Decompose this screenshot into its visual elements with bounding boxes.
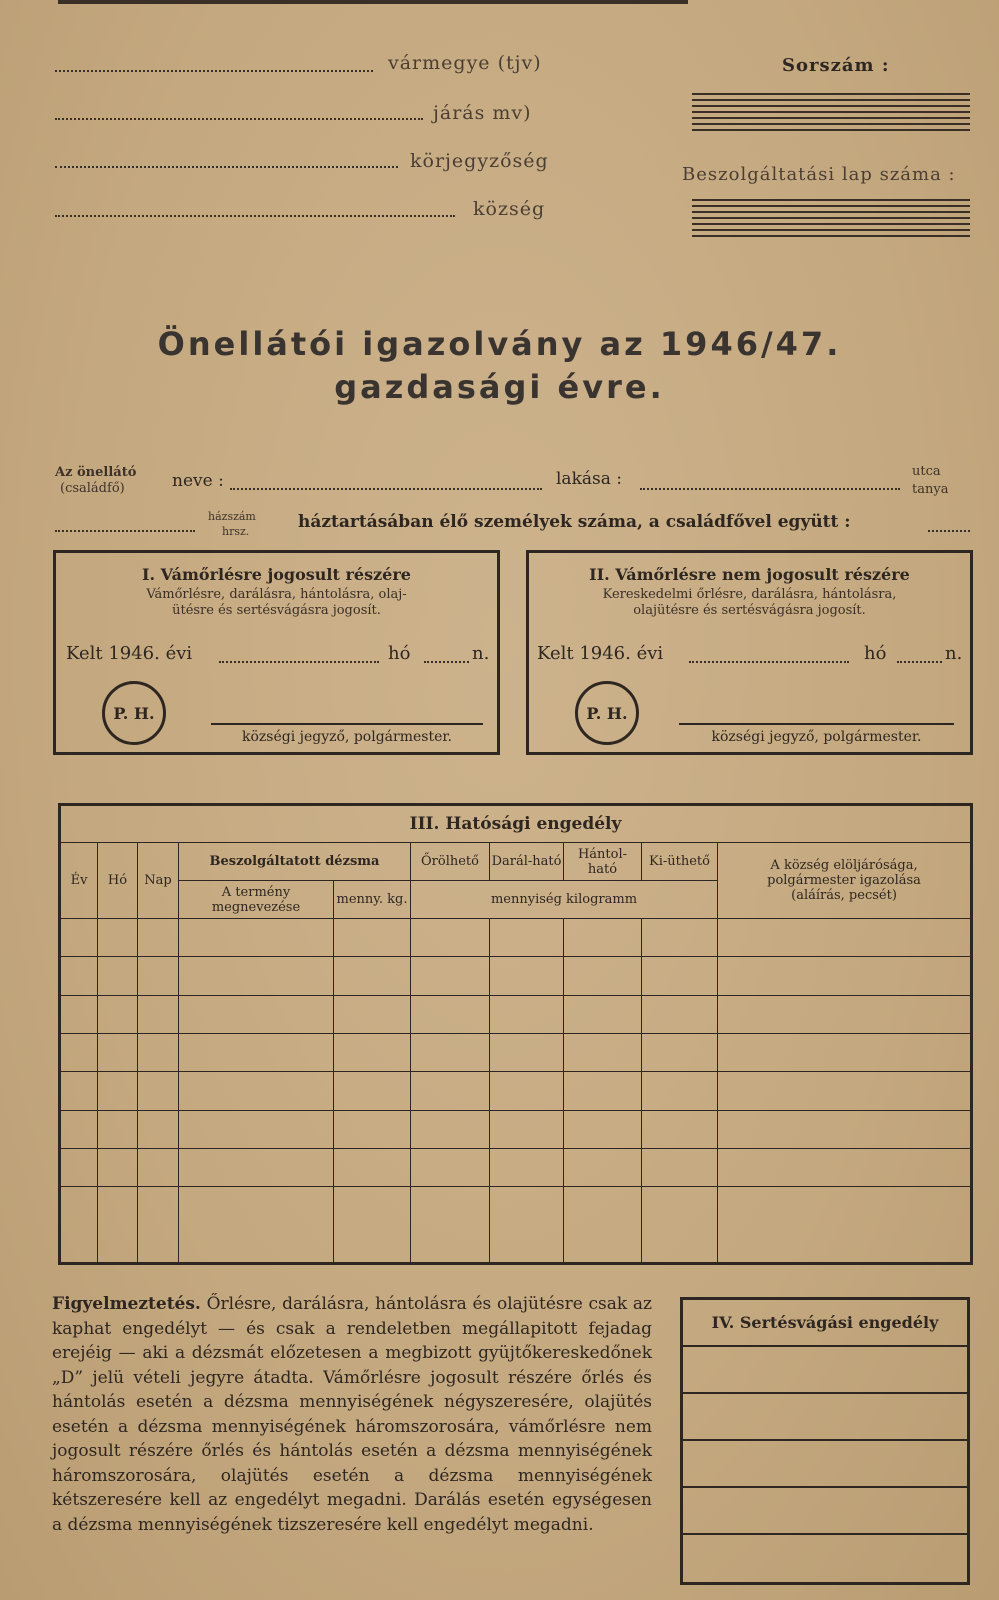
- residence-label: lakása :: [556, 469, 622, 489]
- box-entitled-title: I. Vámőrlésre jogosult részére: [142, 565, 411, 584]
- table-row[interactable]: [60, 1033, 972, 1071]
- col-levy: Beszolgáltatott dézsma: [179, 843, 411, 881]
- county-line[interactable]: [55, 70, 373, 72]
- col-kilogram: mennyiség kilogramm: [411, 881, 718, 919]
- box-entitled-day-line[interactable]: [424, 661, 469, 663]
- name-label: neve :: [172, 471, 224, 491]
- table-row[interactable]: [60, 995, 972, 1033]
- box-not-entitled-signature-caption: községi jegyző, polgármester.: [711, 729, 922, 745]
- village-cert-line2: polgármester igazolása: [767, 873, 921, 888]
- residence-line[interactable]: [640, 488, 900, 490]
- col-quantity: menny. kg.: [334, 881, 411, 919]
- box-entitled-signature-line[interactable]: [211, 723, 483, 725]
- col-crushable: Darál-ható: [490, 843, 564, 881]
- col-huskable: Hántol-ható: [564, 843, 642, 881]
- serial-label: Sorszám :: [782, 55, 890, 76]
- box-entitled-month-label: hó: [388, 643, 411, 664]
- notice-text: [52, 1292, 652, 1537]
- table-row[interactable]: [60, 1110, 972, 1148]
- box-not-entitled-stamp: [575, 681, 639, 745]
- table-row[interactable]: [60, 957, 972, 995]
- slaughter-permit-row[interactable]: [683, 1533, 967, 1583]
- box-not-entitled-title: II. Vámőrlésre nem jogosult részére: [589, 565, 910, 584]
- box-entitled-sub1: Vámőrlésre, darálásra, hántolásra, olaj-: [146, 587, 407, 602]
- box-not-entitled: [526, 550, 973, 755]
- col-pressable: Ki-üthető: [642, 843, 718, 881]
- farmstead-label: tanya: [912, 482, 949, 497]
- box-entitled-signature-caption: községi jegyző, polgármester.: [242, 729, 452, 745]
- serial-lines: [692, 93, 970, 131]
- col-day: Nap: [138, 843, 179, 919]
- box-not-entitled-sub2: olajütésre és sertésvágásra jogosít.: [633, 603, 866, 618]
- slaughter-permit-row[interactable]: [683, 1345, 967, 1392]
- street-label: utca: [912, 464, 941, 479]
- slaughter-permit-title: IV. Sertésvágási engedély: [711, 1313, 939, 1332]
- village-line[interactable]: [55, 215, 455, 217]
- box-entitled-stamp: [102, 681, 166, 745]
- box-not-entitled-day-label: n.: [945, 643, 963, 664]
- col-month: Hó: [98, 843, 138, 919]
- slaughter-permit-row[interactable]: [683, 1392, 967, 1439]
- box-not-entitled-signature-line[interactable]: [679, 723, 954, 725]
- house-number-line[interactable]: [55, 530, 195, 532]
- table-title: III. Hatósági engedély: [60, 805, 972, 843]
- self-sufficient-label: Az önellátó: [55, 465, 137, 480]
- notary-circle-line[interactable]: [55, 166, 398, 168]
- box-entitled: [53, 550, 500, 755]
- table-row[interactable]: [60, 919, 972, 957]
- box-entitled-date-label: Kelt 1946. évi: [66, 643, 193, 664]
- box-entitled-year-line[interactable]: [219, 661, 379, 663]
- family-head-label: (családfő): [60, 481, 125, 496]
- document-title: Önellátói igazolvány az 1946/47.: [157, 325, 842, 363]
- village-cert-line3: (aláírás, pecsét): [791, 888, 897, 903]
- service-sheet-label: Beszolgáltatási lap száma :: [682, 164, 956, 185]
- box-slaughter-permit: [680, 1297, 970, 1585]
- name-line[interactable]: [230, 488, 542, 490]
- district-label: járás mv): [433, 102, 532, 124]
- table-row[interactable]: [60, 1187, 972, 1264]
- box-not-entitled-sub1: Kereskedelmi őrlésre, darálásra, hántolásra,: [602, 587, 897, 602]
- col-village-cert: [718, 843, 972, 919]
- service-sheet-lines: [692, 199, 970, 237]
- stamp-text: P. H.: [113, 703, 155, 723]
- col-year: Év: [60, 843, 98, 919]
- top-rule: [58, 0, 688, 4]
- household-count-line[interactable]: [928, 530, 970, 532]
- county-label: vármegye (tjv): [388, 52, 542, 74]
- village-label: község: [473, 198, 546, 220]
- notice-lead: Figyelmeztetés.: [52, 1294, 201, 1314]
- village-cert-line1: A község elöljárósága,: [770, 858, 918, 873]
- district-line[interactable]: [55, 118, 423, 120]
- authority-permit-table: [58, 803, 973, 1265]
- box-entitled-sub2: ütésre és sertésvágásra jogosít.: [172, 603, 381, 618]
- parcel-label: hrsz.: [222, 525, 250, 538]
- slaughter-permit-row[interactable]: [683, 1439, 967, 1486]
- notice-body: Őrlésre, darálásra, hántolásra és olajütésre csak az kaphat engedélyt — és csak a rendeletben megállapitott fejadag erejéig — aki a dézsmát előzetesen a megbizott gyüjtőkereskedőnek „D” jelü vételi jegyre átadta. Vámőrlésre jogosult részére őrlés és hántolás esetén a dézsma mennyiségének négyszeresére, olajütés esetén a dézsma mennyiségének háromszorosára, vámőrlésre nem jogosult részére őrlés és hántolás esetén a dézsma mennyiségének háromszorosára, olajütés esetén a dézsma mennyiségének kétszeresére kell az engedélyt megadni. Darálás esetén egységesen a dézsma mennyiségének tizszeresére kell engedélyt megadni.: [52, 1294, 652, 1535]
- col-crop-name: A termény megnevezése: [179, 881, 334, 919]
- notary-circle-label: körjegyzőség: [410, 150, 549, 172]
- box-not-entitled-month-label: hó: [864, 643, 887, 664]
- slaughter-permit-row[interactable]: [683, 1486, 967, 1533]
- col-grindable: Őrölhető: [411, 843, 490, 881]
- table-row[interactable]: [60, 1072, 972, 1110]
- stamp-text: P. H.: [586, 703, 628, 723]
- table-row[interactable]: [60, 1148, 972, 1186]
- household-label: háztartásában élő személyek száma, a családfővel együtt :: [298, 512, 851, 532]
- box-not-entitled-year-line[interactable]: [689, 661, 849, 663]
- document-subtitle: gazdasági évre.: [334, 368, 665, 406]
- box-not-entitled-day-line[interactable]: [897, 661, 942, 663]
- box-not-entitled-date-label: Kelt 1946. évi: [537, 643, 664, 664]
- house-number-label: házszám: [208, 510, 256, 523]
- box-entitled-day-label: n.: [472, 643, 490, 664]
